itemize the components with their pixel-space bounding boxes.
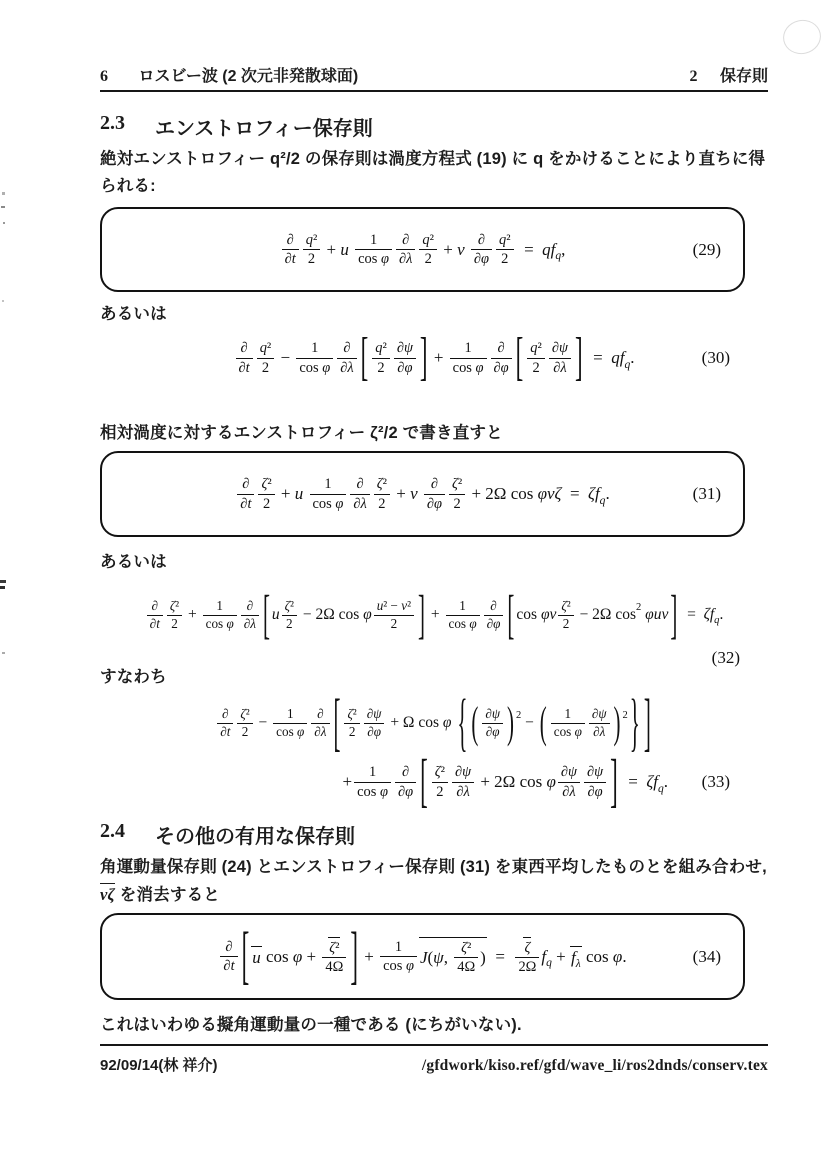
paragraph-combine-line1: 角運動量保存則 (24) とエンストロフィー保存則 (31) を東西平均したものとを組み合わせ, — [100, 858, 767, 876]
equation-30-block — [100, 322, 768, 394]
section-number: 2.3 — [100, 112, 125, 134]
equation-33-line1: $\frac{\partial}{\partial t}$ $\frac{\text{ζ²}}{2}$ − 1 cos φ $\frac{\partial}{\partial\lambda}$ [ $\frac{\text{ζ²}}{2}$ $\frac{\partial\psi}{\partial\varphi}$ + Ω cos φ { ( $\frac{\partial\psi}{\partial\varphi}$ ) $^2$ − ( 1 cos φ $\frac{\partial\psi}{\partial\lambda}$ ) $^2$ } ] — [100, 690, 768, 756]
equation-32-block — [100, 576, 768, 654]
section-title: その他の有用な保存則 — [155, 826, 355, 848]
scan-speck — [2, 192, 5, 195]
footer-date-author: 92/09/14(林 祥介) — [100, 1057, 218, 1074]
equation-number-30: (30) — [701, 348, 730, 367]
header-rule — [100, 90, 768, 92]
connector-namely: すなわち — [100, 668, 167, 686]
scan-speck — [2, 652, 5, 654]
equation-number-33: (33) — [701, 772, 730, 791]
equation-29: $\frac{\partial}{\partial t}$ $\frac{\text{q²}}{2}$ + u 1 cos φ $\frac{\partial}{\partial\lambda}$ $\frac{\text{q²}}{2}$ + v $\frac{\partial}{\partial\varphi}$ $\frac{\text{q²}}{2}$ = q f $_q$ , — [102, 209, 743, 290]
header-page-number: 6 — [100, 68, 108, 85]
page-footer — [100, 1054, 768, 1075]
footer-file-path: /gfdwork/kiso.ref/gfd/wave_li/ros2dnds/conserv.tex — [421, 1057, 768, 1074]
scan-speck — [2, 300, 4, 302]
header-left — [100, 63, 358, 86]
connector-or-2: あるいは — [100, 553, 167, 571]
scan-speck — [0, 580, 6, 583]
paragraph-absolute-enstrophy: 絶対エンストロフィー q²/2 の保存則は渦度方程式 (19) に q をかけることにより直ちに得られる: — [100, 150, 766, 195]
equation-31: $\frac{\partial}{\partial t}$ $\frac{\text{ζ²}}{2}$ + u 1 cos φ $\frac{\partial}{\partial\lambda}$ $\frac{\text{ζ²}}{2}$ + v $\frac{\partial}{\partial\varphi}$ $\frac{\text{ζ²}}{2}$ + 2Ω cos φvζ = ζ f $_q$ . — [102, 453, 743, 535]
equation-32: $\frac{\partial}{\partial t}$ $\frac{\text{ζ²}}{2}$ + 1 cos φ $\frac{\partial}{\partial\lambda}$ [ u $\frac{\text{ζ²}}{2}$ − 2Ω cos φ $\frac{\text{u² − v²}}{2}$ ] + 1 cos φ $\frac{\partial}{\partial\varphi}$ [ cos φv $\frac{\text{ζ²}}{2}$ − 2Ω cos $^2$ φuv ] = ζ f $_q$ . — [100, 576, 768, 654]
section-heading-2-3 — [100, 112, 768, 141]
paragraph-combine — [100, 854, 768, 909]
equation-box-31 — [100, 451, 745, 537]
paragraph-conclusion: これはいわゆる擬角運動量の一種である (にちがいない). — [100, 1016, 522, 1034]
section-title: エンストロフィー保存則 — [155, 118, 373, 140]
scan-speck — [3, 222, 5, 224]
equation-33-line2: + 1 cos φ $\frac{\partial}{\partial\varphi}$ [ $\frac{\text{ζ²}}{2}$ $\frac{\partial\psi}{\partial\lambda}$ + 2Ω cos φ $\frac{\partial\psi}{\partial\lambda}$ $\frac{\partial\psi}{\partial\varphi}$ ] = ζ f $_q$ . — [342, 748, 668, 814]
scan-speck — [0, 586, 5, 589]
section-heading-2-4 — [100, 820, 768, 849]
equation-number-29: (29) — [692, 239, 721, 259]
equation-number-31: (31) — [692, 484, 721, 503]
equation-30: $\frac{\partial}{\partial t}$ $\frac{\text{q²}}{2}$ − 1 cos φ $\frac{\partial}{\partial\lambda}$ [ $\frac{\text{q²}}{2}$ $\frac{\partial\psi}{\partial\varphi}$ ] + 1 cos φ $\frac{\partial}{\partial\varphi}$ [ $\frac{\text{q²}}{2}$ $\frac{\partial\psi}{\partial\lambda}$ ] = q f $_q$ . — [100, 322, 768, 394]
equation-box-34 — [100, 913, 745, 1000]
footer-rule — [100, 1044, 768, 1046]
header-left-title: ロスビー波 (2 次元非発散球面) — [138, 68, 359, 85]
overline-v-zeta: vζ — [100, 885, 115, 904]
equation-number-34: (34) — [692, 946, 721, 966]
equation-34: $\frac{\partial}{\partial t}$ [ u cos φ + $\frac{\text{ζ²}}{4\Omega}$ ] + 1 cos φ J(ψ, $\frac{\text{ζ²}}{4\Omega}$ ) = $\frac{\zeta}{2\Omega}$ f $_q$ + f $_\lambda$ cos φ. — [102, 915, 743, 998]
equation-box-29 — [100, 207, 745, 292]
paragraph-combine-line2: を消去すると — [115, 886, 220, 904]
equation-number-32: (32) — [711, 648, 740, 667]
page-curl-mark — [780, 16, 824, 57]
scan-speck — [1, 206, 5, 208]
section-number: 2.4 — [100, 820, 125, 842]
equation-33-line2-block — [100, 748, 768, 814]
header-right-title: 保存則 — [719, 68, 768, 85]
header-section-number: 2 — [689, 68, 698, 85]
paragraph-relative-vorticity: 相対渦度に対するエンストロフィー ζ²/2 で書き直すと — [100, 424, 503, 442]
header-right — [690, 63, 768, 86]
page-header — [100, 63, 768, 86]
connector-or-1: あるいは — [100, 305, 167, 323]
equation-33-line1-block — [100, 684, 768, 759]
